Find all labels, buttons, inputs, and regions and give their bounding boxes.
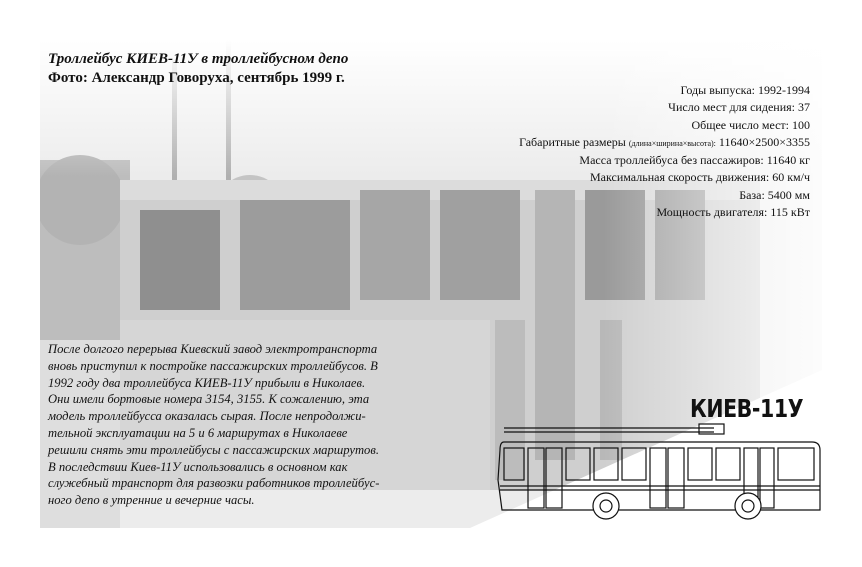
photo-credit: Фото: Александр Говоруха, сентябрь 1999 г. xyxy=(48,70,345,86)
spec-mass: Масса троллейбуса без пассажиров: 11640 кг xyxy=(579,153,810,168)
story-line: Они имели бортовые номера 3154, 3155. К сожалению, эта xyxy=(48,392,370,407)
photo-caption xyxy=(48,50,348,88)
story-line: ного депо в утренние и вечерние часы. xyxy=(48,493,255,508)
story-line: вновь приступил к постройке пассажирских троллейбусов. В xyxy=(48,358,378,373)
story-line: После долгого перерыва Киевский завод электротранспорта xyxy=(48,342,378,356)
spec-dimensions-note: (длина×ширина×высота): xyxy=(628,138,716,148)
spec-max-speed: Максимальная скорость движения: 60 км/ч xyxy=(590,170,810,185)
story-line: тельной эксплуатации на 5 и 6 маршрутах в Николаеве xyxy=(48,425,348,440)
spec-dimensions-value: 11640×2500×3355 xyxy=(718,134,810,149)
model-title: КИЕВ-11У xyxy=(690,394,804,423)
story-line: 1992 году два троллейбуса КИЕВ-11У прибыли в Николаев. xyxy=(48,375,366,390)
spec-seats: Число мест для сидения: 37 xyxy=(668,100,810,115)
spec-production-years: Годы выпуска: 1992-1994 xyxy=(680,83,810,97)
specifications xyxy=(519,82,810,221)
trolleybus-line-drawing xyxy=(494,420,824,531)
story-line: модель троллейбусса оказалась сырая. После непродолжи- xyxy=(48,409,366,424)
story-line: решили снять эти троллейбусы с пассажирских маршрутов. xyxy=(48,442,379,457)
caption-title: Троллейбус КИЕВ-11У в троллейбусном депо xyxy=(48,51,349,67)
story-line: В последствии Киев-11У использовались в основном как xyxy=(48,459,348,474)
story-text xyxy=(48,341,478,509)
spec-dimensions xyxy=(519,134,810,152)
spec-total-capacity: Общее число мест: 100 xyxy=(691,117,810,132)
spec-motor-power: Мощность двигателя: 115 кВт xyxy=(656,205,810,220)
trolleybus-drawing-icon xyxy=(494,420,824,526)
spec-wheelbase: База: 5400 мм xyxy=(739,187,810,202)
story-line: служебный транспорт для развозки работников троллейбус- xyxy=(48,476,380,491)
spec-dimensions-label: Габаритные размеры xyxy=(519,134,626,149)
